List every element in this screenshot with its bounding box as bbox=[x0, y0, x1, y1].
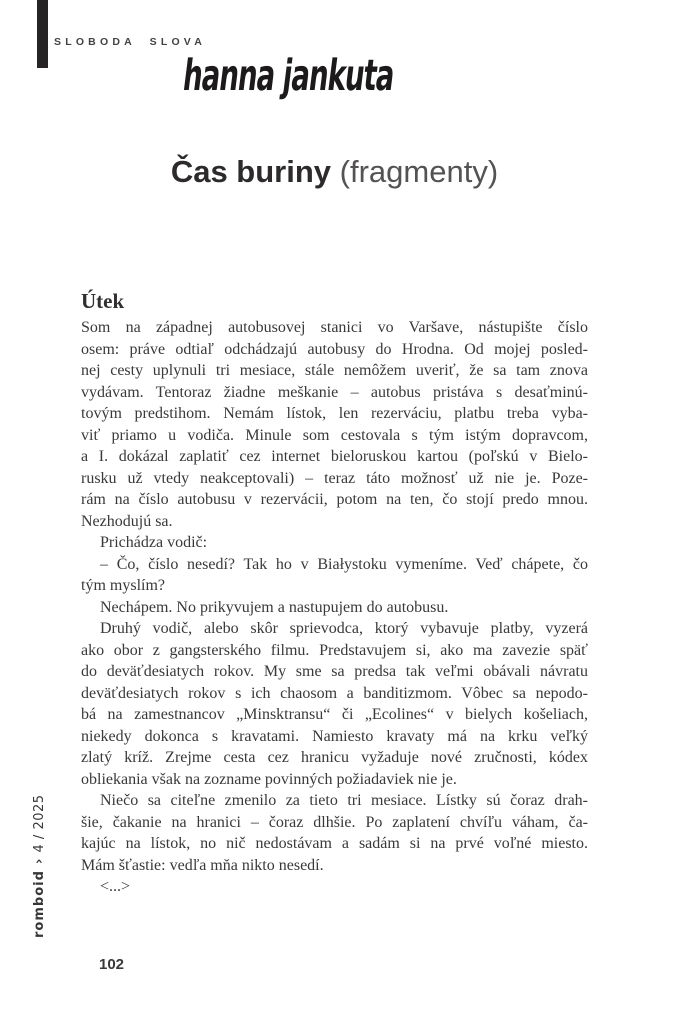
body-line: nej cesty uplynuli tri mesiace, stále nemôžem uveriť, že sa tam znova bbox=[81, 362, 588, 379]
article-heading: Útek bbox=[81, 289, 125, 313]
body-line: Prichádza vodič: bbox=[100, 534, 208, 551]
body-line: do deväťdesiatych rokov. My sme sa predsa tak veľmi obávali návratu bbox=[81, 663, 588, 680]
body-line: vydávam. Tentoraz žiadne meškanie – autobus pristáva s desaťminú- bbox=[81, 383, 588, 401]
author-name: hanna jankuta bbox=[180, 51, 397, 101]
section-label: SLOBODA SLOVA bbox=[54, 36, 207, 48]
journal-separator-icon: › bbox=[32, 858, 47, 864]
body-line: Nechápem. No prikyvujem a nastupujem do autobusu. bbox=[100, 598, 449, 616]
body-line: zlatý kríž. Zrejme cesta cez hranicu vyžaduje nové zručnosti, kódex bbox=[81, 749, 588, 766]
body-line: <...> bbox=[100, 878, 131, 895]
corner-bar bbox=[37, 0, 48, 68]
body-line: deväťdesiatych rokov s ich chaosom a banditizmom. Vôbec sa nepodo- bbox=[81, 684, 588, 702]
body-line: tým myslím? bbox=[81, 577, 165, 594]
body-line: Nezhodujú sa. bbox=[81, 512, 173, 530]
title-main: Čas buriny bbox=[170, 154, 332, 189]
body-line: rám na číslo autobusu v rezervácii, potom na ten, čo stojí predo mnou. bbox=[81, 491, 588, 508]
body-line: Mám šťastie: vedľa mňa nikto nesedí. bbox=[81, 856, 324, 874]
body-line: rusku už vtedy neakceptovali) – teraz táto možnosť už nie je. Poze- bbox=[81, 469, 588, 487]
body-line: ako obor z gangsterského filmu. Predstavujem si, ako ma zavezie späť bbox=[81, 641, 588, 659]
body-line: – Čo, číslo nesedí? Tak ho v Białystoku vymeníme. Veď chápete, čo bbox=[100, 555, 588, 573]
body-line: niekedy dokonca s kravatami. Namiesto kravaty má na krku veľký bbox=[81, 727, 588, 745]
body-line: Som na západnej autobusovej stanici vo Varšave, nástupište číslo bbox=[81, 319, 588, 336]
body-line: kajúc na lístok, no nič nedostávam a sadám si na prvé voľné miesto. bbox=[81, 835, 588, 852]
body-line: osem: práve odtiaľ odchádzajú autobusy do Hrodna. Od mojej posled- bbox=[81, 340, 588, 358]
body-line: bá na zamestnancov „Minsktransu“ či „Ecolines“ v bielych košeliach, bbox=[81, 706, 588, 723]
page-number: 102 bbox=[99, 956, 125, 973]
body-line: šie, čakanie na hranici – čoraz dlhšie. Po zaplatení chvíľu váham, ča- bbox=[81, 813, 588, 831]
journal-name: romboid bbox=[32, 870, 47, 938]
journal-issue-label bbox=[31, 794, 48, 938]
article-paragraphs bbox=[81, 317, 588, 898]
body-line: Niečo sa citeľne zmenilo za tieto tri mesiace. Lístky sú čoraz drah- bbox=[100, 792, 588, 809]
journal-issue: 4 / 2025 bbox=[32, 794, 47, 853]
body-line: Druhý vodič, alebo skôr sprievodca, ktorý vybavuje platby, vyzerá bbox=[100, 620, 588, 637]
body-line: obliekania však na zozname povinných požiadaviek nie je. bbox=[81, 770, 457, 788]
body-line: a I. dokázal zaplatiť cez internet bieloruskou kartou (poľskú v Bielo- bbox=[81, 448, 588, 465]
body-line: viť priamo u vodiča. Minule som cestovala s tým istým dopravcom, bbox=[81, 426, 588, 444]
page-title bbox=[81, 153, 588, 191]
body-line: tovým predstihom. Nemám lístok, len rezerváciu, platbu treba vyba- bbox=[81, 405, 588, 422]
article-body bbox=[81, 289, 588, 898]
title-suffix: (fragmenty) bbox=[339, 154, 499, 189]
